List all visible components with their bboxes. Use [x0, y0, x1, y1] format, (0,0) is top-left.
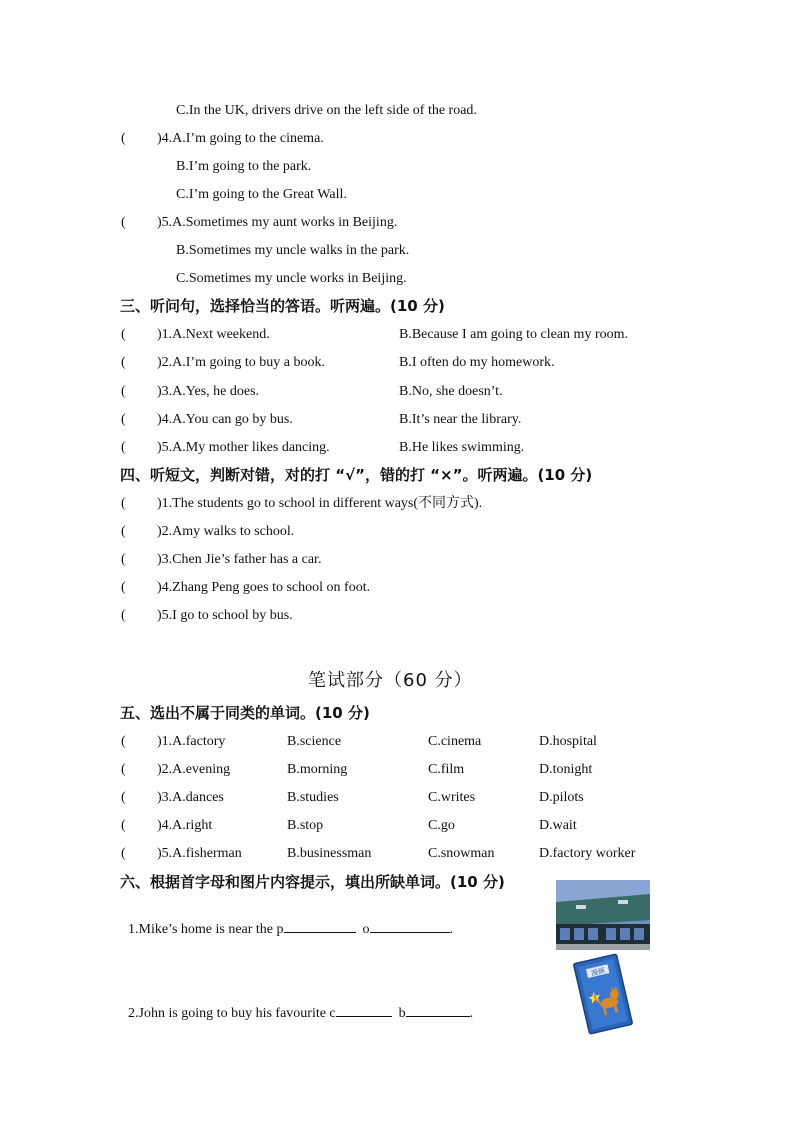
s5-q3-option-d: D.pilots	[539, 790, 584, 805]
s3-q1-option-b: B.Because I am going to clean my room.	[399, 327, 628, 342]
answer-paren[interactable]: (	[121, 384, 126, 399]
s6-q2-text: 2.John is going to buy his favourite c	[128, 1006, 336, 1021]
comic-book-picture	[570, 952, 636, 1036]
answer-paren[interactable]: (	[121, 215, 126, 230]
answer-paren[interactable]: (	[121, 131, 126, 146]
s5-q2-option-c: C.film	[428, 762, 465, 777]
answer-paren[interactable]: (	[121, 846, 126, 861]
answer-paren[interactable]: (	[121, 327, 126, 342]
answer-paren[interactable]: (	[121, 608, 126, 623]
answer-paren[interactable]: (	[121, 818, 126, 833]
s5-q5-option-c: C.snowman	[428, 846, 495, 861]
s6-question-2	[121, 986, 473, 1023]
s4-statement-1: )1.The students go to school in different ways(不同方式).	[157, 496, 483, 511]
s3-q3-option-b: B.No, she doesn’t.	[399, 384, 503, 399]
s5-q3-option-a: )3.A.dances	[157, 790, 224, 805]
s6-q2-end: .	[469, 1006, 474, 1021]
s4-statement-2: )2.Amy walks to school.	[157, 524, 295, 539]
q4-option-a: )4.A.I’m going to the cinema.	[157, 131, 324, 146]
answer-blank[interactable]	[370, 920, 450, 933]
s5-q2-option-b: B.morning	[287, 762, 348, 777]
answer-blank[interactable]	[284, 920, 356, 933]
s5-q4-option-a: )4.A.right	[157, 818, 213, 833]
s5-q2-option-a: )2.A.evening	[157, 762, 231, 777]
answer-paren[interactable]: (	[121, 790, 126, 805]
s3-q4-option-a: )4.A.You can go by bus.	[157, 412, 293, 427]
s5-q3-option-b: B.studies	[287, 790, 339, 805]
s5-q5-option-d: D.factory worker	[539, 846, 636, 861]
s3-q2-option-b: B.I often do my homework.	[399, 355, 555, 370]
answer-paren[interactable]: (	[121, 412, 126, 427]
s3-q5-option-a: )5.A.My mother likes dancing.	[157, 440, 330, 455]
q5-option-a: )5.A.Sometimes my aunt works in Beijing.	[157, 215, 398, 230]
q4-option-c: C.I’m going to the Great Wall.	[176, 187, 347, 202]
s6-q1-end: .	[449, 922, 454, 937]
s5-q5-option-b: B.businessman	[287, 846, 372, 861]
section3-heading: 三、听问句，选择恰当的答语。听两遍。(10 分)	[120, 297, 445, 315]
s5-q4-option-b: B.stop	[287, 818, 324, 833]
section5-heading: 五、选出不属于同类的单词。(10 分)	[120, 704, 370, 722]
s6-q2-letter2: b	[398, 1006, 406, 1021]
written-part-title: 笔试部分（60 分）	[308, 670, 473, 691]
comic-cover-title: 漫画	[590, 966, 606, 978]
s5-q4-option-c: C.go	[428, 818, 455, 833]
s5-q5-option-a: )5.A.fisherman	[157, 846, 242, 861]
answer-paren[interactable]: (	[121, 552, 126, 567]
section4-heading: 四、听短文，判断对错，对的打 “√”，错的打 “×”。听两遍。(10 分)	[120, 466, 593, 484]
answer-paren[interactable]: (	[121, 762, 126, 777]
answer-paren[interactable]: (	[121, 440, 126, 455]
q4-option-b: B.I’m going to the park.	[176, 159, 312, 174]
s5-q1-option-d: D.hospital	[539, 734, 597, 749]
post-office-picture	[556, 880, 650, 950]
s6-q1-letter2: o	[362, 922, 370, 937]
answer-paren[interactable]: (	[121, 734, 126, 749]
s5-q1-option-c: C.cinema	[428, 734, 482, 749]
answer-paren[interactable]: (	[121, 355, 126, 370]
s4-statement-5: )5.I go to school by bus.	[157, 608, 293, 623]
answer-paren[interactable]: (	[121, 496, 126, 511]
s5-q3-option-c: C.writes	[428, 790, 476, 805]
s5-q1-option-a: )1.A.factory	[157, 734, 226, 749]
answer-blank[interactable]	[336, 1004, 392, 1017]
q3-option-c: C.In the UK, drivers drive on the left side of the road.	[176, 103, 477, 118]
s3-q4-option-b: B.It’s near the library.	[399, 412, 522, 427]
s3-q3-option-a: )3.A.Yes, he does.	[157, 384, 260, 399]
s6-q1-text: 1.Mike’s home is near the p	[128, 922, 284, 937]
s4-statement-4: )4.Zhang Peng goes to school on foot.	[157, 580, 371, 595]
s5-q2-option-d: D.tonight	[539, 762, 593, 777]
answer-paren[interactable]: (	[121, 580, 126, 595]
s5-q4-option-d: D.wait	[539, 818, 577, 833]
q5-option-b: B.Sometimes my uncle walks in the park.	[176, 243, 410, 258]
answer-paren[interactable]: (	[121, 524, 126, 539]
s4-statement-3: )3.Chen Jie’s father has a car.	[157, 552, 322, 567]
s5-q1-option-b: B.science	[287, 734, 342, 749]
s3-q1-option-a: )1.A.Next weekend.	[157, 327, 270, 342]
section6-heading: 六、根据首字母和图片内容提示，填出所缺单词。(10 分)	[120, 873, 505, 891]
s6-question-1	[121, 902, 453, 939]
answer-blank[interactable]	[406, 1004, 470, 1017]
s3-q2-option-a: )2.A.I’m going to buy a book.	[157, 355, 325, 370]
q5-option-c: C.Sometimes my uncle works in Beijing.	[176, 271, 407, 286]
s3-q5-option-b: B.He likes swimming.	[399, 440, 525, 455]
